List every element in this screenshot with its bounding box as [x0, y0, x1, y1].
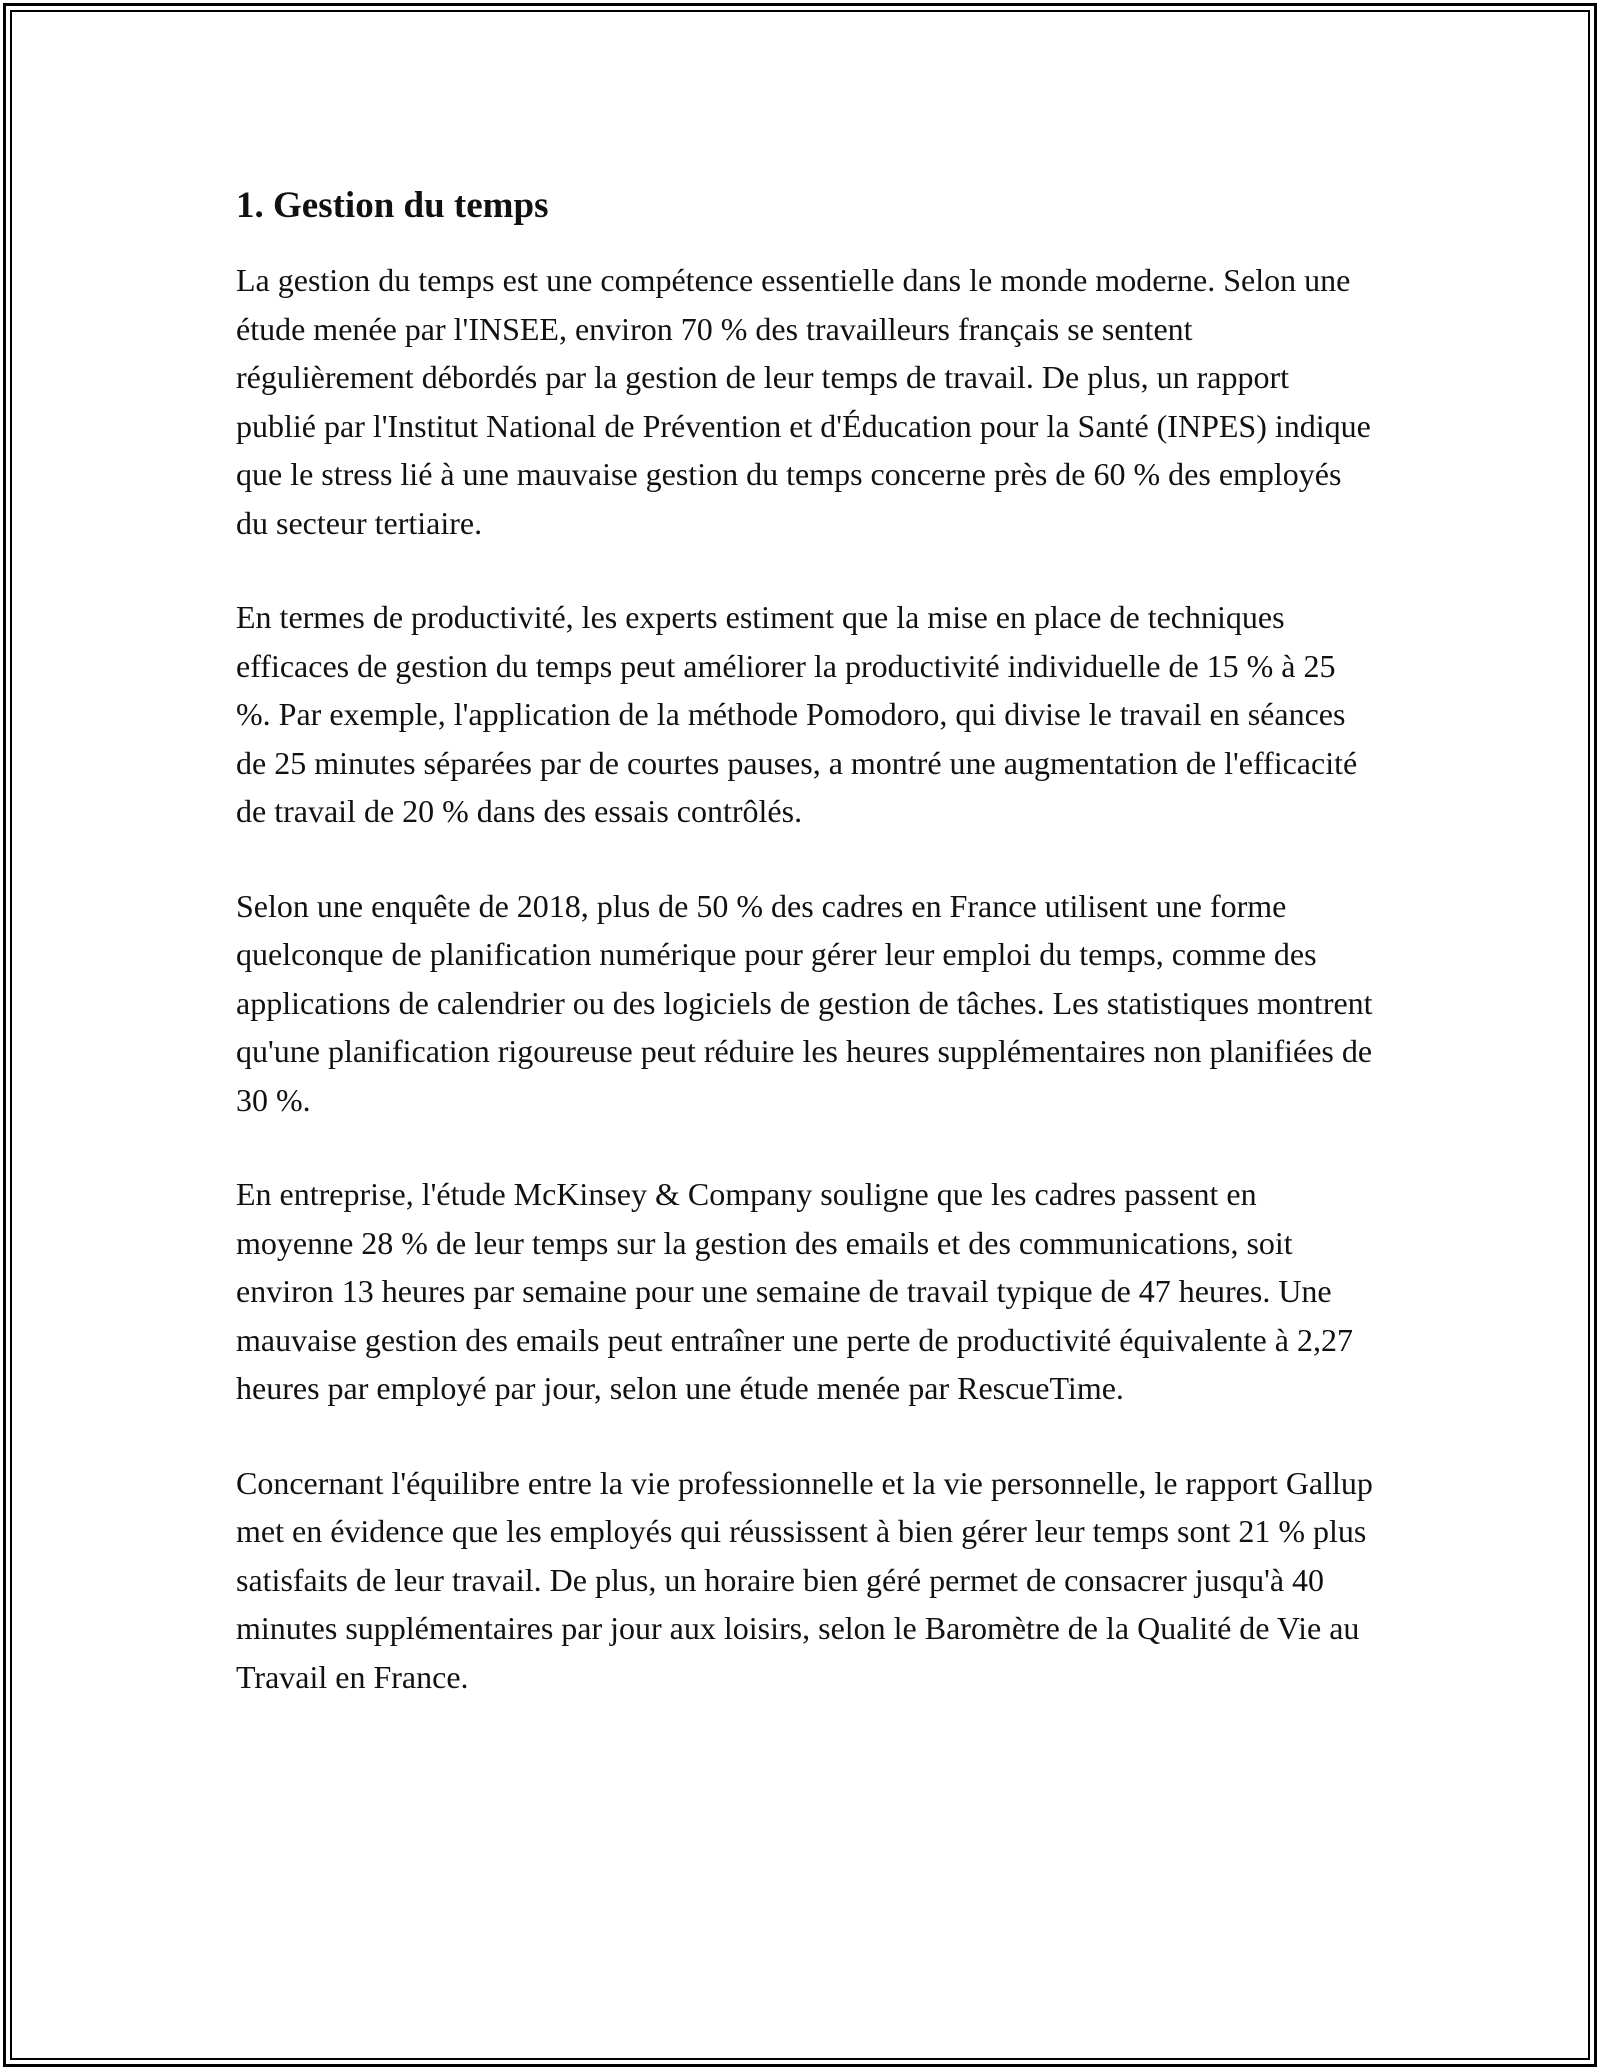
paragraph-productivity: En termes de productivité, les experts estiment que la mise en place de techniques efficaces de gestion du temps peut améliorer la productivité individuelle de 15 % à 25 %. Par exemple, l'application de la méthode Pomodoro, qui divise le travail en séances de 25 minutes séparées par de courtes pauses, a montré une augmentation de l'efficacité de travail de 20 % dans des essais contrôlés. — [236, 599, 1358, 829]
paragraph-planning: Selon une enquête de 2018, plus de 50 % des cadres en France utilisent une forme quelconque de planification numérique pour gérer leur emploi du temps, comme des applications de calendrier ou des logiciels de gestion de tâches. Les statistiques montrent qu'une planification rigoureuse peut réduire les heures supplémentaires non planifiées de 30 %. — [236, 887, 1373, 1118]
paragraph-work-life-balance: Concernant l'équilibre entre la vie professionnelle et la vie personnelle, le rapport Gallup met en évidence que les employés qui réussissent à bien gérer leur temps sont 21 % plus satisfaits de leur travail. De plus, un horaire bien géré permet de consacrer jusqu'à 40 minutes supplémentaires par jour aux loisirs, selon le Baromètre de la Qualité de Vie au Travail en France. — [236, 1464, 1373, 1695]
document-body — [236, 184, 1376, 1701]
section-title: 1. Gestion du temps — [236, 185, 549, 226]
paragraph-emails: En entreprise, l'étude McKinsey & Company souligne que les cadres passent en moyenne 28 % de leur temps sur la gestion des emails et des communications, soit environ 13 heures par semaine pour une semaine de travail typique de 47 heures. Une mauvaise gestion des emails peut entraîner une perte de productivité équivalente à 2,27 heures par employé par jour, selon une étude menée par RescueTime. — [236, 1176, 1353, 1406]
paragraph-intro: La gestion du temps est une compétence essentielle dans le monde moderne. Selon une étude menée par l'INSEE, environ 70 % des travailleurs français se sentent régulièrement débordés par la gestion de leur temps de travail. De plus, un rapport publié par l'Institut National de Prévention et d'Éducation pour la Santé (INPES) indique que le stress lié à une mauvaise gestion du temps concerne près de 60 % des employés du secteur tertiaire. — [236, 262, 1371, 541]
